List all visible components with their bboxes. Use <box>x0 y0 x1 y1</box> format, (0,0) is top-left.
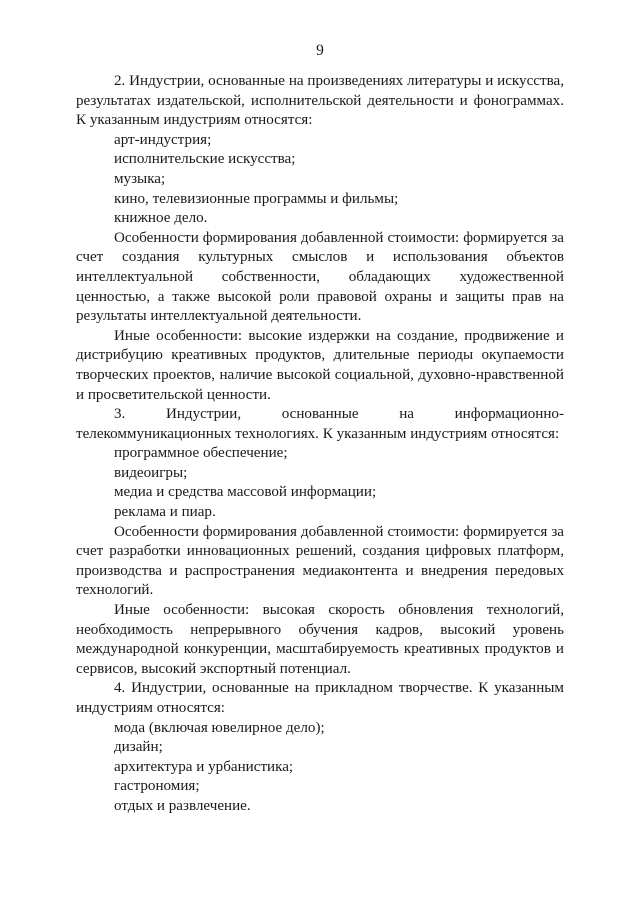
list-item: программное обеспечение; <box>114 445 288 462</box>
section-3-value-features: Особенности формирования добавленной стоимости: формируется за счет разработки инновационных решений, создания цифровых платформ, производства и распространения медиаконтента и внедрения передовых технологий. <box>76 523 564 599</box>
list-item: отдых и развлечение. <box>114 797 251 814</box>
section-2-other-features: Иные особенности: высокие издержки на создание, продвижение и дистрибуцию креативных продуктов, длительные периоды окупаемости творческих проектов, наличие высокой социальной, духовно-нравственной и просветительской ценности. <box>76 327 564 403</box>
section-4-intro: 4. Индустрии, основанные на прикладном творчестве. К указанным индустриям относятся: <box>76 680 564 716</box>
list-item: арт-индустрия; <box>114 131 212 148</box>
list-item: архитектура и урбанистика; <box>114 758 294 775</box>
section-3-intro: 3. Индустрии, основанные на информационно-телекоммуникационных технологиях. К указанным индустриям относятся: <box>76 406 564 442</box>
section-2-intro: 2. Индустрии, основанные на произведениях литературы и искусства, результатах издательской, исполнительской деятельности и фонограммах. К указанным индустриям относятся: <box>76 73 564 129</box>
list-item: гастрономия; <box>114 778 200 795</box>
list-item: книжное дело. <box>114 210 208 227</box>
list-item: реклама и пиар. <box>114 504 216 521</box>
list-item: видеоигры; <box>114 464 188 481</box>
list-item: мода (включая ювелирное дело); <box>114 719 325 736</box>
section-2-value-features: Особенности формирования добавленной стоимости: формируется за счет создания культурных смыслов и использования объектов интеллектуальной собственности, обладающих художественной ценностью, а также высокой роли правовой охраны и защиты прав на результаты интеллектуальной деятельности. <box>76 229 564 325</box>
list-item: медиа и средства массовой информации; <box>114 484 377 501</box>
list-item: дизайн; <box>114 739 163 756</box>
list-item: кино, телевизионные программы и фильмы; <box>114 190 399 207</box>
list-item: музыка; <box>114 170 166 187</box>
document-body <box>76 72 564 817</box>
list-item: исполнительские искусства; <box>114 151 296 168</box>
page-number: 9 <box>316 42 324 59</box>
section-3-other-features: Иные особенности: высокая скорость обновления технологий, необходимость непрерывного обучения кадров, высокий уровень международной конкуренции, масштабируемость креативных продуктов и сервисов, высокий экспортный потенциал. <box>76 602 564 677</box>
